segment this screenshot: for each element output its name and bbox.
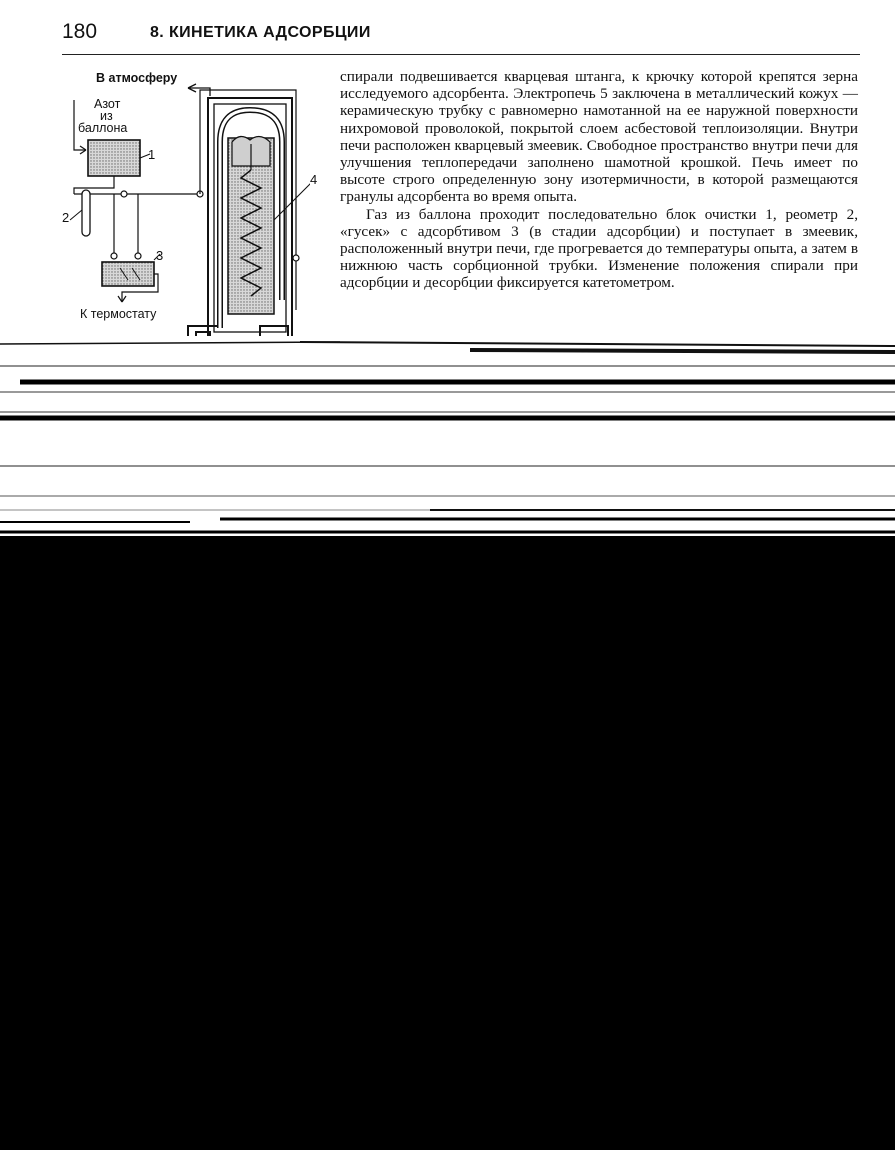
paragraph-2: Газ из баллона проходит последовательно блок очистки 1, реометр 2, «гусек» с адсорбтивом 3 (в стадии адсорбции) и поступает в змеевик, расположенный внутри печи, где прогревается до температуры опыта, а затем в нижнюю часть сорбционной трубки. Изменение положения спирали при адсорбции и десорбции фиксируется катетометром. bbox=[340, 205, 858, 292]
body-text bbox=[340, 68, 858, 292]
callout-1: 1 bbox=[148, 147, 156, 162]
rheometer bbox=[82, 190, 90, 236]
page-header bbox=[62, 18, 860, 55]
paragraph-1: спирали подвешивается кварцевая штанга, к крючку которой крепятся зерна исследуемого адсорбента. Электропечь 5 заключена в металлический кожух — керамическую трубку с равномерно намотанной на ее наружной поверхности нихромовой проволокой, покрытой слоем асбестовой теплоизоляции. Внутри печи расположен кварцевый змеевик. Свободное пространство внутри печи для улучшения теплопередачи заполнено шамотной крошкой. Печь имеет по высоте строго определенную зону изотермичности, в которой размещаются гранулы адсорбента во время опыта. bbox=[340, 68, 858, 206]
label-nitrogen-1: Азот bbox=[94, 97, 121, 111]
page-number: 180 bbox=[62, 20, 98, 43]
chapter-title: 8. КИНЕТИКА АДСОРБЦИИ bbox=[150, 24, 371, 41]
label-thermostat: К термостату bbox=[80, 307, 157, 321]
callout-2: 2 bbox=[62, 210, 70, 225]
scan-black-region bbox=[0, 536, 895, 1150]
scan-artifacts bbox=[0, 336, 895, 536]
adsorbate-vessel bbox=[102, 262, 154, 286]
label-nitrogen-3: баллона bbox=[78, 121, 128, 135]
label-atmosphere: В атмосферу bbox=[96, 71, 178, 85]
callout-4: 4 bbox=[310, 172, 318, 187]
label-nitrogen-2: из bbox=[100, 109, 113, 123]
purification-block bbox=[88, 140, 140, 176]
callout-3: 3 bbox=[156, 248, 164, 263]
apparatus-figure bbox=[60, 70, 318, 342]
